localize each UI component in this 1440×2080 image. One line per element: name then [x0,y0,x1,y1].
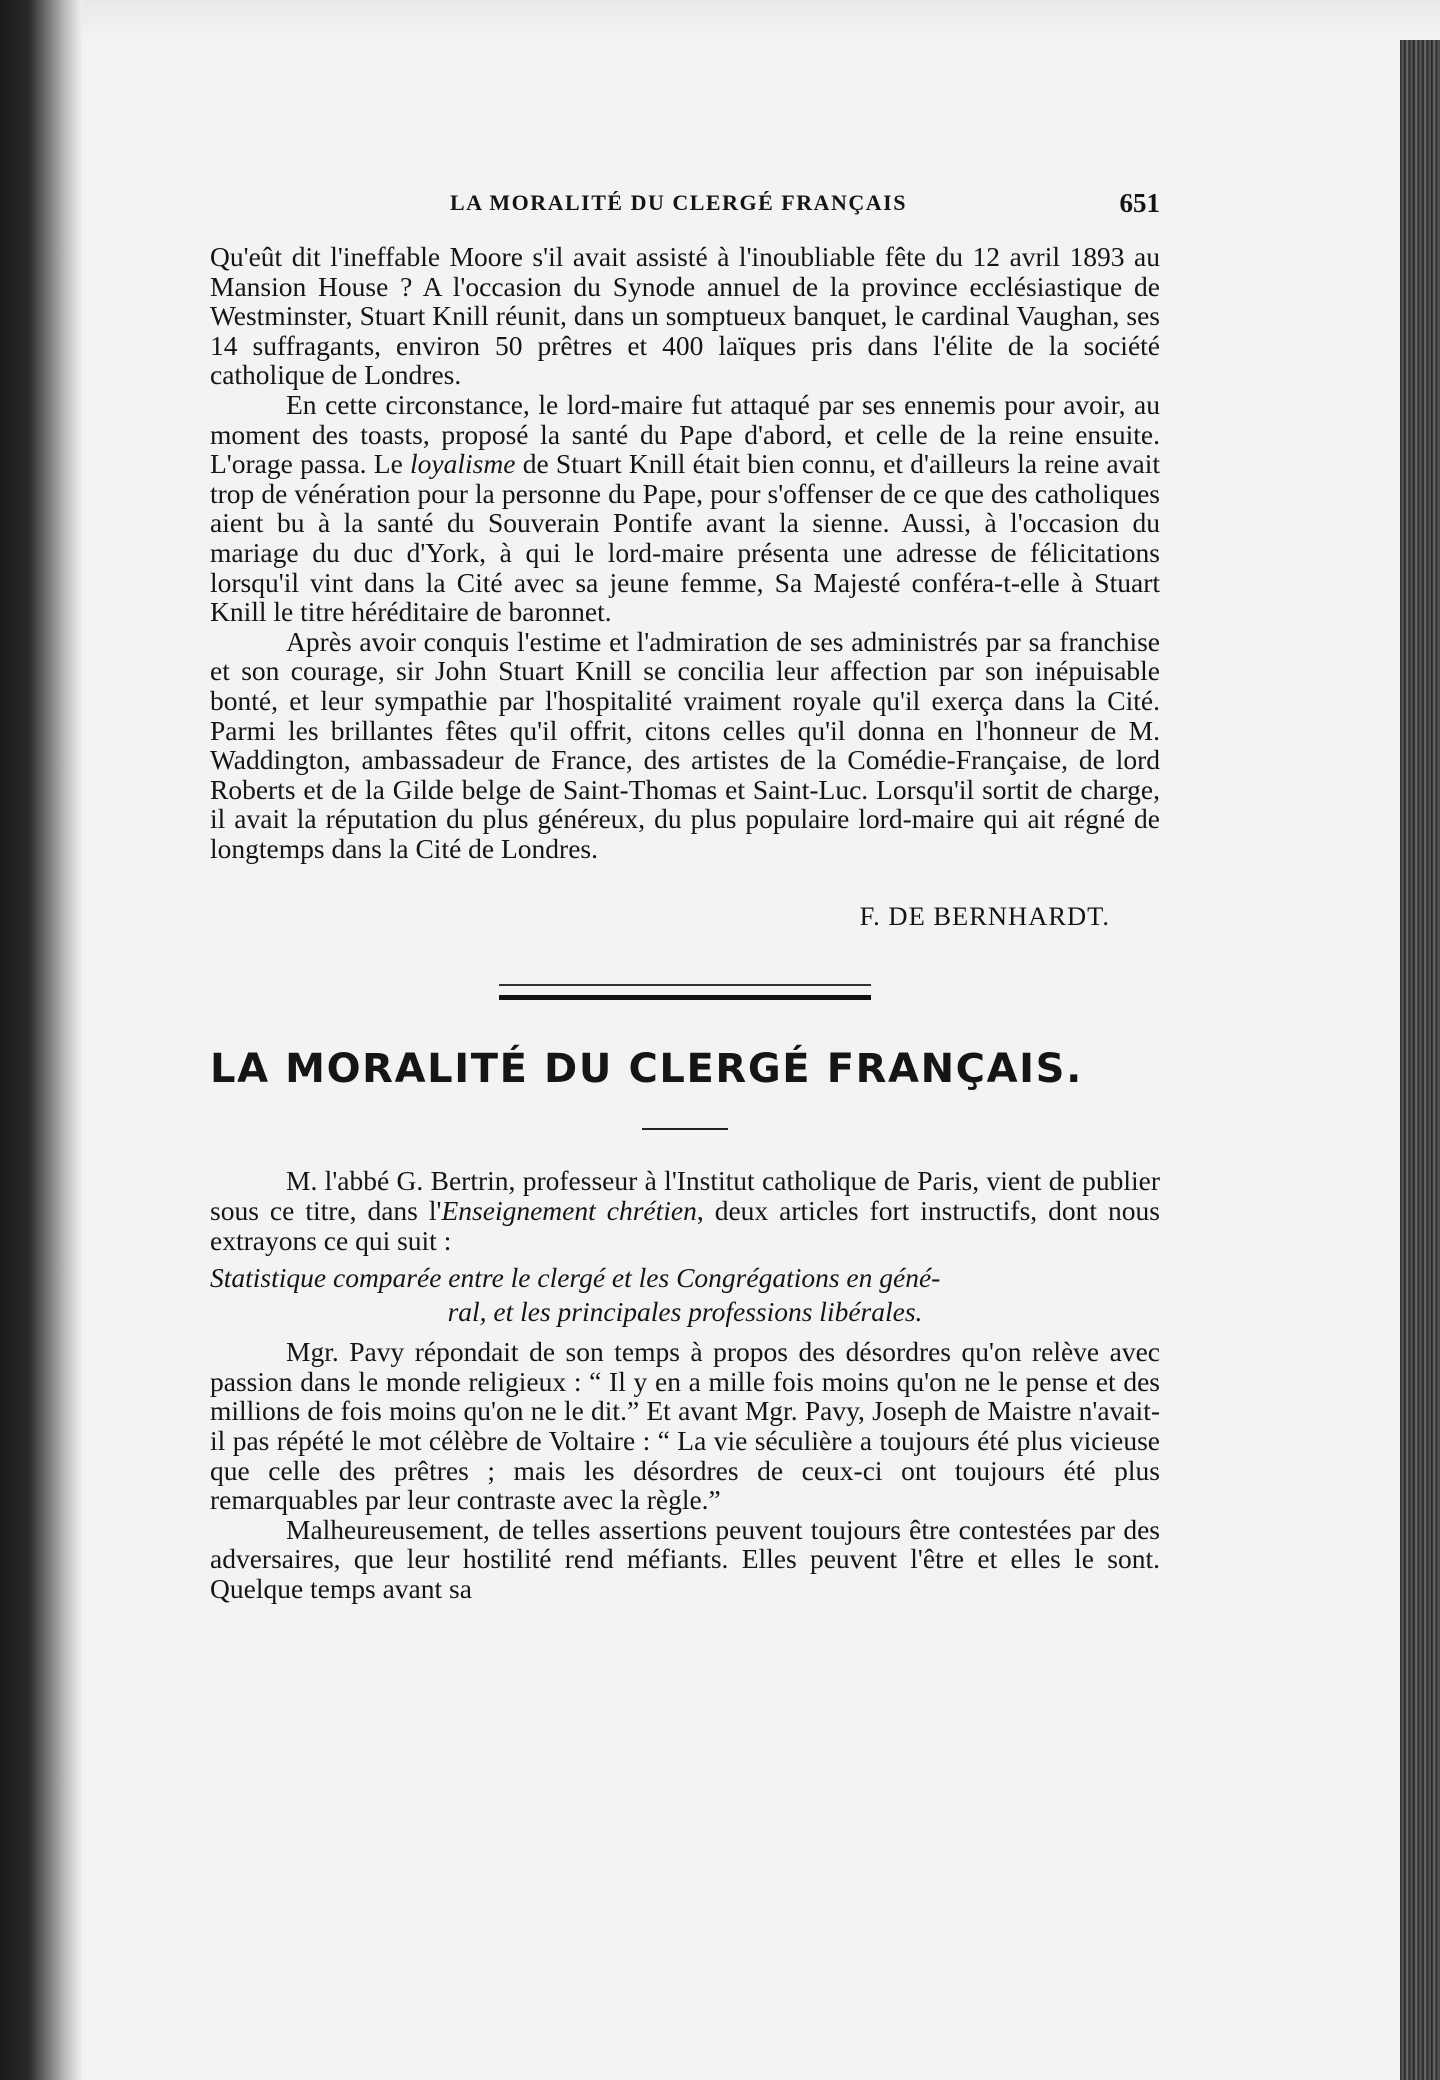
paragraph-bertrin-part-a: M. l'abbé G. Bertrin, professeur à l'Institut catholique de Paris, vient de publier sous ce titre, dans l' [210,1165,1160,1227]
paragraph-pavy: Mgr. Pavy répondait de son temps à propos des désordres qu'on relève avec passion dans le monde religieux : “ Il y en a mille fois moins qu'on ne le pense et des millions de fois moins qu'on ne le dit.” Et avant Mgr. Pavy, Joseph de Maistre n'avait-il pas répété le mot célèbre de Voltaire : “ La vie séculière a toujours été plus vicieuse que celle des prêtres ; mais les désordres de ceux-ci ont toujours été plus remarquables par leur contraste avec la règle.” [210,1336,1160,1516]
paragraph-moore: Qu'eût dit l'ineffable Moore s'il avait assisté à l'inoubliable fête du 12 avril 1893 au Mansion House ? A l'occasion du Synode annuel de la province ecclésiastique de Westminster, Stuart Knill réunit, dans un somptueux banquet, le cardinal Vaughan, ses 14 suffragants, environ 50 prêtres et 400 laïques pris dans l'élite de la société catholique de Londres. [210,241,1160,391]
paragraph-toasts [210,390,1160,627]
book-gutter-shadow [0,0,82,2080]
paragraph-toasts-part-b: de Stuart Knill était bien connu, et d'ailleurs la reine avait trop de vénération pour la personne du Pape, pour s'offenser de ce que des catholiques aient bu à la santé du Souverain Pontife avant la sienne. Aussi, à l'occasion du mariage du duc d'York, à qui le lord-maire présenta une adresse de félicitations lorsqu'il vint dans la Cité avec sa jeune femme, Sa Majesté conféra-t-elle à Stuart Knill le titre héréditaire de baronnet. [210,448,1160,628]
article-title: LA MORALITÉ DU CLERGÉ FRANÇAIS. [210,1046,1083,1093]
paragraph-knill-reputation: Après avoir conquis l'estime et l'admiration de ses administrés par sa franchise et son courage, sir John Stuart Knill se concilia leur affection par son inépuisable bonté, et leur sympathie par l'hospitalité vraiment royale qu'il exerça dans la Cité. Parmi les brillantes fêtes qu'il offrit, citons celles qu'il donna en l'honneur de M. Waddington, ambassadeur de France, des artistes de la Comédie-Française, de lord Roberts et de la Gilde belge de Saint-Thomas et Saint-Luc. Lorsqu'il sortit de charge, il avait la réputation du plus généreux, du plus populaire lord-maire qui ait régné de longtemps dans la Cité de Londres. [210,625,1160,864]
running-header [210,180,1160,230]
book-page-edges [1400,40,1440,2080]
paragraph-toasts-part-a: En cette circonstance, le lord-maire fut attaqué par ses ennemis pour avoir, au moment des toasts, proposé la santé du Pape d'abord, et celle de la reine ensuite. L'orage passa. Le [210,388,1160,480]
divider-thick-rule [499,995,871,1000]
paragraph-bertrin-part-b: , deux articles fort instructifs, dont nous extrayons ce qui suit : [210,1195,1160,1256]
divider-thin-rule [499,984,871,986]
paragraph-malheureusement: Malheureusement, de telles assertions peuvent toujours être contestées par des adversaires, que leur hostilité rend méfiants. Elles peuvent l'être et elles le sont. Quelque temps avant sa [210,1513,1160,1604]
book-top-edge [0,0,1440,40]
paragraph-bertrin [210,1166,1160,1255]
section-divider [499,984,871,1000]
page-number: 651 [1119,188,1160,218]
article-body [210,1166,1160,1603]
subtitle-line-2: ral, et les principales professions libérales. [447,1296,923,1328]
subtitle-line-1: Statistique comparée entre le clergé et les Congrégations en géné- [210,1262,941,1294]
book-page [210,180,1160,1604]
running-title: LA MORALITÉ DU CLERGÉ FRANÇAIS [450,190,907,215]
author-signature: F. DE BERNHARDT. [859,901,1110,932]
title-underline-rule [642,1128,728,1130]
loyalisme-italic: loyalisme [410,448,516,480]
enseignement-chretien-italic: Enseignement chrétien [441,1195,697,1227]
